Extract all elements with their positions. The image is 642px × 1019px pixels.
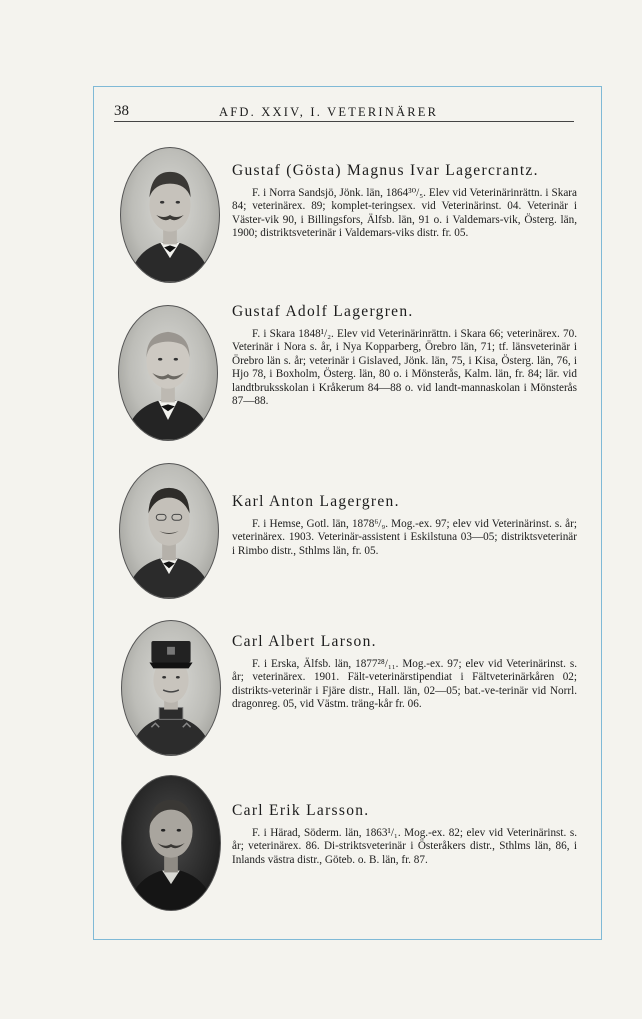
header-rule: [114, 121, 574, 122]
portrait-karl-anton-lagergren-image: [120, 464, 218, 598]
portrait-karl-anton-lagergren: [119, 463, 219, 599]
page-number: 38: [114, 103, 129, 119]
entry-name: Carl Albert Larson.: [232, 633, 377, 650]
entry-bio: F. i Skara 1848¹/₂. Elev vid Veterinärinrättn. i Skara 66; veterinärex. 70. Veterinär i Nora s. år, i Nya Kopparberg, Örebro län, 71; tf. länsveterinär i Örebro län s. år; veterinär i Gislaved, Jönk. län, 75, i Kisa, Österg. län, 76, i Hjo 78, i Boxholm, Österg. län, 80 o. i Mönsterås, Kalm. län, fr. 84; lär. vid landtbruksskolan i Kråkerum 84—88 o. vid landt-mannaskolan i Mönsterås 87—88.: [232, 328, 577, 408]
portrait-carl-albert-larson: [121, 620, 221, 756]
running-header: [114, 103, 574, 121]
section-title: AFD. XXIV, I. VETERINÄRER: [219, 105, 439, 119]
entry-bio: F. i Norra Sandsjö, Jönk. län, 1864³⁰/₅. Elev vid Veterinärinrättn. i Skara 84; veterinärex. 89; komplet-teringsex. vid Veterinärinst. 04. Veterinär i Väster-vik 90, i Billingsfors, Älfsb. län, 91 o. i Valdemars-vik, Österg. län, 1900; distriktsveterinär i Valdemars-viks distr. fr. 05.: [232, 187, 577, 240]
portrait-lagercrantz: [120, 147, 220, 283]
entry-name: Gustaf (Gösta) Magnus Ivar Lagercrantz.: [232, 162, 539, 179]
portrait-carl-albert-larson-image: [122, 621, 220, 755]
entry-bio: F. i Hemse, Gotl. län, 1878⁶/₉. Mog.-ex. 97; elev vid Veterinärinst. s. år; veterinärex. 1903. Veterinär-assistent i Eskilstuna 03—05; distriktsveterinär i Rimbo distr., Sthlms län, fr. 05.: [232, 518, 577, 557]
portrait-lagercrantz-image: [121, 148, 219, 282]
portrait-carl-erik-larsson: [121, 775, 221, 911]
portrait-gustaf-adolf-lagergren: [118, 305, 218, 441]
entry-name: Gustaf Adolf Lagergren.: [232, 303, 414, 320]
entry-karl-anton-lagergren: [232, 493, 577, 558]
entry-name: Karl Anton Lagergren.: [232, 493, 400, 510]
entry-carl-erik-larsson: [232, 802, 577, 867]
entry-bio: F. i Erska, Älfsb. län, 1877²⁸/₁₁. Mog.-ex. 97; elev vid Veterinärinst. s. år; veterinärex. 1901. Fält-veterinärstipendiat i Fältveterinärkåren 02; distrikts-veterinär i Fjäre distr., Hall. län, 02—05; bat.-ve-terinär vid Norrl. dragonreg. 05, vid Västm. träng-kår fr. 06.: [232, 658, 577, 711]
entry-carl-albert-larson: [232, 633, 577, 712]
portrait-gustaf-adolf-lagergren-image: [119, 306, 217, 440]
portrait-carl-erik-larsson-image: [122, 776, 220, 910]
entry-bio: F. i Härad, Söderm. län, 1863¹/₁. Mog.-ex. 82; elev vid Veterinärinst. s. år; veterinärex. 86. Di-striktsveterinär i Österåkers distr., Sthlms län, 86, i Inlands västra distr., Göteb. o. B. län, fr. 87.: [232, 827, 577, 866]
entry-lagercrantz: [232, 162, 577, 241]
entry-gustaf-adolf-lagergren: [232, 303, 577, 408]
entry-name: Carl Erik Larsson.: [232, 802, 370, 819]
